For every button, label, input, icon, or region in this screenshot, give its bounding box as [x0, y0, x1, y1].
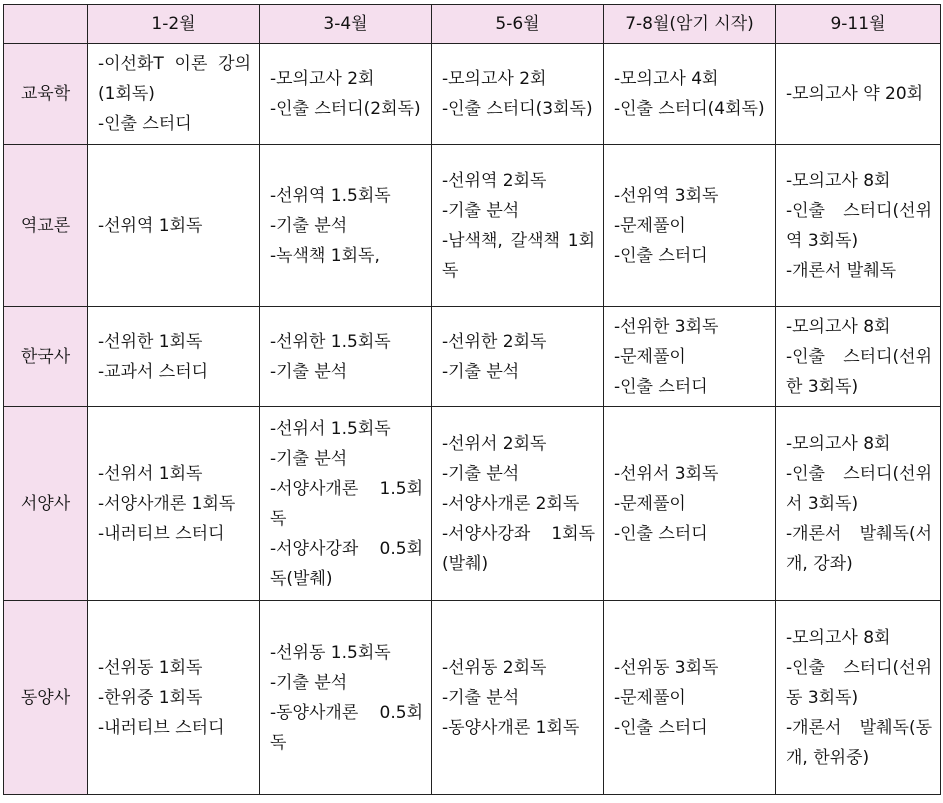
- subject-label: 서양사: [4, 407, 88, 601]
- table-row: [4, 307, 941, 407]
- plan-item: -기출 분석: [270, 672, 348, 693]
- period-header-3-4: 3-4월: [260, 5, 432, 44]
- plan-item: -기출 분석: [270, 448, 348, 469]
- plan-item: -문제풀이: [614, 687, 686, 708]
- plan-item: -녹색책 1회독,: [270, 245, 380, 266]
- plan-cell: [432, 601, 604, 795]
- plan-item: -문제풀이: [614, 493, 686, 514]
- table-row: [4, 145, 941, 307]
- plan-item: -인출 스터디(선위서 3회독): [786, 463, 932, 514]
- plan-item: -선위한 1회독: [98, 331, 203, 352]
- plan-item: -인출 스터디(선위역 3회독): [786, 200, 932, 251]
- plan-item: -인출 스터디: [614, 376, 708, 397]
- plan-item: -동양사개론 0.5회독: [270, 702, 423, 753]
- plan-cell: [260, 601, 432, 795]
- plan-item: -선위역 1회독: [98, 215, 203, 236]
- plan-item: -선위동 1회독: [98, 657, 203, 678]
- plan-item: -인출 스터디(2회독): [270, 99, 421, 119]
- plan-item: -선위동 3회독: [614, 657, 719, 678]
- plan-item: -인출 스터디: [614, 717, 708, 738]
- plan-item: -기출 분석: [270, 215, 348, 236]
- plan-cell: [776, 44, 941, 145]
- plan-cell: [604, 407, 776, 601]
- period-header-5-6: 5-6월: [432, 5, 604, 44]
- subject-label: 한국사: [4, 307, 88, 407]
- plan-item: -서양사개론 1회독: [98, 493, 236, 514]
- header-row: [4, 5, 941, 44]
- subject-label: 동양사: [4, 601, 88, 795]
- plan-cell: [432, 44, 604, 145]
- plan-item: -선위서 2회독: [442, 433, 547, 454]
- plan-item: -한위중 1회독: [98, 687, 203, 708]
- plan-item: -개론서 발췌독(서개, 강좌): [786, 523, 932, 574]
- table-row: [4, 601, 941, 795]
- plan-item: -선위서 1회독: [98, 463, 203, 484]
- plan-cell: [432, 407, 604, 601]
- plan-item: -서양사개론 1.5회독: [270, 478, 423, 529]
- plan-cell: [604, 307, 776, 407]
- plan-item: -기출 분석: [442, 361, 520, 382]
- plan-cell: [88, 601, 260, 795]
- subject-label: 역교론: [4, 145, 88, 307]
- plan-item: -선위동 1.5회독: [270, 642, 391, 663]
- plan-item: -모의고사 4회: [614, 69, 719, 89]
- plan-item: -선위역 2회독: [442, 170, 547, 191]
- plan-cell: [260, 44, 432, 145]
- plan-cell: [776, 407, 941, 601]
- plan-cell: [776, 601, 941, 795]
- plan-item: -모의고사 8회: [786, 170, 891, 191]
- plan-cell: [604, 44, 776, 145]
- plan-item: -선위역 1.5회독: [270, 185, 391, 206]
- plan-item: -선위서 1.5회독: [270, 418, 391, 439]
- plan-item: -개론서 발췌독(동개, 한위중): [786, 717, 932, 768]
- plan-cell: [776, 145, 941, 307]
- plan-item: -교과서 스터디: [98, 361, 209, 382]
- plan-cell: [260, 145, 432, 307]
- plan-cell: [260, 407, 432, 601]
- plan-cell: [604, 145, 776, 307]
- plan-item: -선위서 3회독: [614, 463, 719, 484]
- plan-item: -기출 분석: [270, 361, 348, 382]
- table-row: [4, 407, 941, 601]
- plan-item: -모의고사 8회: [786, 316, 891, 337]
- table-row: [4, 44, 941, 145]
- plan-item: -기출 분석: [442, 200, 520, 221]
- plan-item: -인출 스터디(4회독): [614, 99, 765, 119]
- plan-item: -선위한 2회독: [442, 331, 547, 352]
- plan-item: -선위동 2회독: [442, 657, 547, 678]
- subject-label: 교육학: [4, 44, 88, 145]
- plan-item: -동양사개론 1회독: [442, 717, 580, 738]
- plan-item: -선위한 1.5회독: [270, 331, 391, 352]
- plan-item: -인출 스터디: [614, 523, 708, 544]
- plan-item: -모의고사 8회: [786, 627, 891, 648]
- plan-item: -인출 스터디: [98, 114, 192, 134]
- plan-item: -모의고사 2회: [270, 69, 375, 89]
- plan-cell: [604, 601, 776, 795]
- plan-item: -서양사강좌 1회독(발췌): [442, 523, 595, 574]
- plan-item: -개론서 발췌독: [786, 260, 897, 281]
- plan-item: -인출 스터디(선위동 3회독): [786, 657, 932, 708]
- plan-item: -이선화T 이론 강의(1회독): [98, 54, 251, 104]
- plan-item: -모의고사 약 20회: [786, 84, 924, 104]
- plan-item: -인출 스터디(선위한 3회독): [786, 346, 932, 397]
- plan-item: -내러티브 스터디: [98, 717, 225, 738]
- plan-item: -남색책, 갈색책 1회독: [442, 230, 595, 281]
- plan-cell: [88, 407, 260, 601]
- plan-cell: [88, 44, 260, 145]
- plan-item: -서양사개론 2회독: [442, 493, 580, 514]
- plan-item: -기출 분석: [442, 463, 520, 484]
- period-header-1-2: 1-2월: [88, 5, 260, 44]
- plan-cell: [88, 307, 260, 407]
- plan-item: -인출 스터디: [614, 245, 708, 266]
- plan-item: -문제풀이: [614, 215, 686, 236]
- plan-item: -문제풀이: [614, 346, 686, 367]
- plan-item: -모의고사 2회: [442, 69, 547, 89]
- plan-cell: [776, 307, 941, 407]
- plan-item: -인출 스터디(3회독): [442, 99, 593, 119]
- plan-cell: [260, 307, 432, 407]
- plan-cell: [432, 145, 604, 307]
- period-header-7-8: 7-8월(암기 시작): [604, 5, 776, 44]
- plan-item: -모의고사 8회: [786, 433, 891, 454]
- plan-item: -내러티브 스터디: [98, 523, 225, 544]
- study-plan-table: [3, 4, 941, 795]
- plan-item: -선위역 3회독: [614, 185, 719, 206]
- plan-item: -기출 분석: [442, 687, 520, 708]
- plan-item: -서양사강좌 0.5회독(발췌): [270, 538, 423, 589]
- plan-cell: [432, 307, 604, 407]
- period-header-9-11: 9-11월: [776, 5, 941, 44]
- corner-cell: [4, 5, 88, 44]
- plan-item: -선위한 3회독: [614, 316, 719, 337]
- plan-cell: [88, 145, 260, 307]
